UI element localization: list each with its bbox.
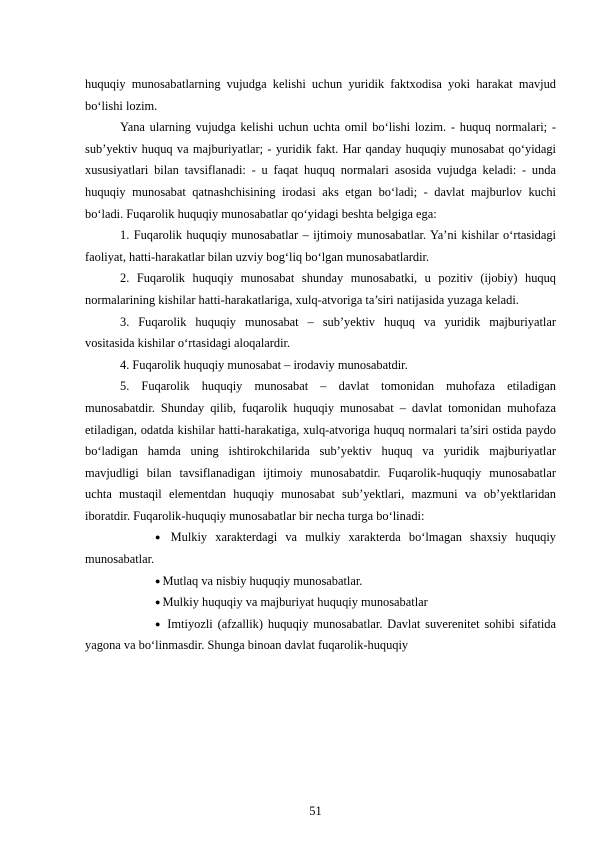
paragraph-continuation: huquqiy munosabatlarning vujudga kelishi uchun yuridik faktxodisa yoki harakat mavjud bo‘lishi lozim.	[85, 77, 556, 113]
paragraph-elements: Yana ularning vujudga kelishi uchun uchta omil bo‘lishi lozim. - huquq normalari; - sub’yektiv huquq va majburiyatlar; - yuridik fakt. Har qanday huquqiy munosabat qo‘yidagi xususiyatlari bilan tavsiflanadi: - u faqat huquq normalari asosida vujudga keladi: - unda huquqiy munosabat qatnashchisining irodasi aks etgan bo‘ladi; - davlat majburlov kuchi bo‘ladi. Fuqarolik huquqiy munosabatlar qo‘yidagi beshta belgiga ega:	[85, 120, 556, 221]
paragraph-feature-4: 4. Fuqarolik huquqiy munosabat – irodaviy munosabatdir.	[120, 357, 408, 372]
bullet-text: Imtiyozli (afzallik) huquqiy munosabatlar. Davlat suverenitet sohibi sifatida yagona va bo‘linmasdir. Shunga binoan davlat fuqarolik-huquqiy	[85, 616, 556, 653]
page-number: 51	[309, 804, 322, 818]
document-body	[85, 74, 556, 657]
bullet-icon: ●	[155, 532, 161, 543]
bullet-item	[85, 527, 556, 570]
bullet-item	[85, 592, 556, 614]
bullet-text: Mutlaq va nisbiy huquqiy munosabatlar.	[162, 573, 363, 588]
bullet-item	[85, 614, 556, 657]
bullet-icon: ●	[155, 597, 161, 608]
paragraph-feature-5: 5. Fuqarolik huquqiy munosabat – davlat tomonidan muhofaza etiladigan munosabatdir. Shunday qilib, fuqarolik huquqiy munosabat – davlat tomonidan muhofaza etiladigan, odatda kishilar hatti-harakatiga, xulq-atvoriga huquq normalari ta’siri ostida paydo bo‘ladigan hamda uning ishtirokchilarida sub’yektiv huquq va yuridik majburiyatlar mavjudligi bilan tavsiflanadigan ijtimoiy munosabatdir. Fuqarolik-huquqiy munosabatlar uchta mustaqil elementdan huquqiy munosabat sub’yektlari, mazmuni va ob’yektlaridan iboratdir. Fuqarolik-huquqiy munosabatlar bir necha turga bo‘linadi:	[85, 379, 556, 523]
bullet-icon: ●	[155, 618, 161, 629]
paragraph-feature-1: 1. Fuqarolik huquqiy munosabatlar – ijtimoiy munosabatlar. Ya’ni kishilar o‘rtasidagi faoliyat, hatti-harakatlar bilan uzviy bog‘liq bo‘lgan munosabatlardir.	[85, 228, 556, 264]
bullet-icon: ●	[155, 575, 161, 586]
paragraph-feature-2: 2. Fuqarolik huquqiy munosabat shunday munosabatki, u pozitiv (ijobiy) huquq normalarining kishilar hatti-harakatlariga, xulq-atvoriga ta’siri natijasida yuzaga keladi.	[85, 271, 556, 307]
bullet-text: Mulkiy xarakterdagi va mulkiy xarakterda bo‘lmagan shaxsiy huquqiy munosabatlar.	[85, 530, 556, 567]
paragraph-feature-3: 3. Fuqarolik huquqiy munosabat – sub’yektiv huquq va yuridik majburiyatlar vositasida kishilar o‘rtasidagi aloqalardir.	[85, 314, 556, 351]
bullet-text: Mulkiy huquqiy va majburiyat huquqiy munosabatlar	[162, 595, 428, 610]
bullet-item	[85, 571, 556, 593]
